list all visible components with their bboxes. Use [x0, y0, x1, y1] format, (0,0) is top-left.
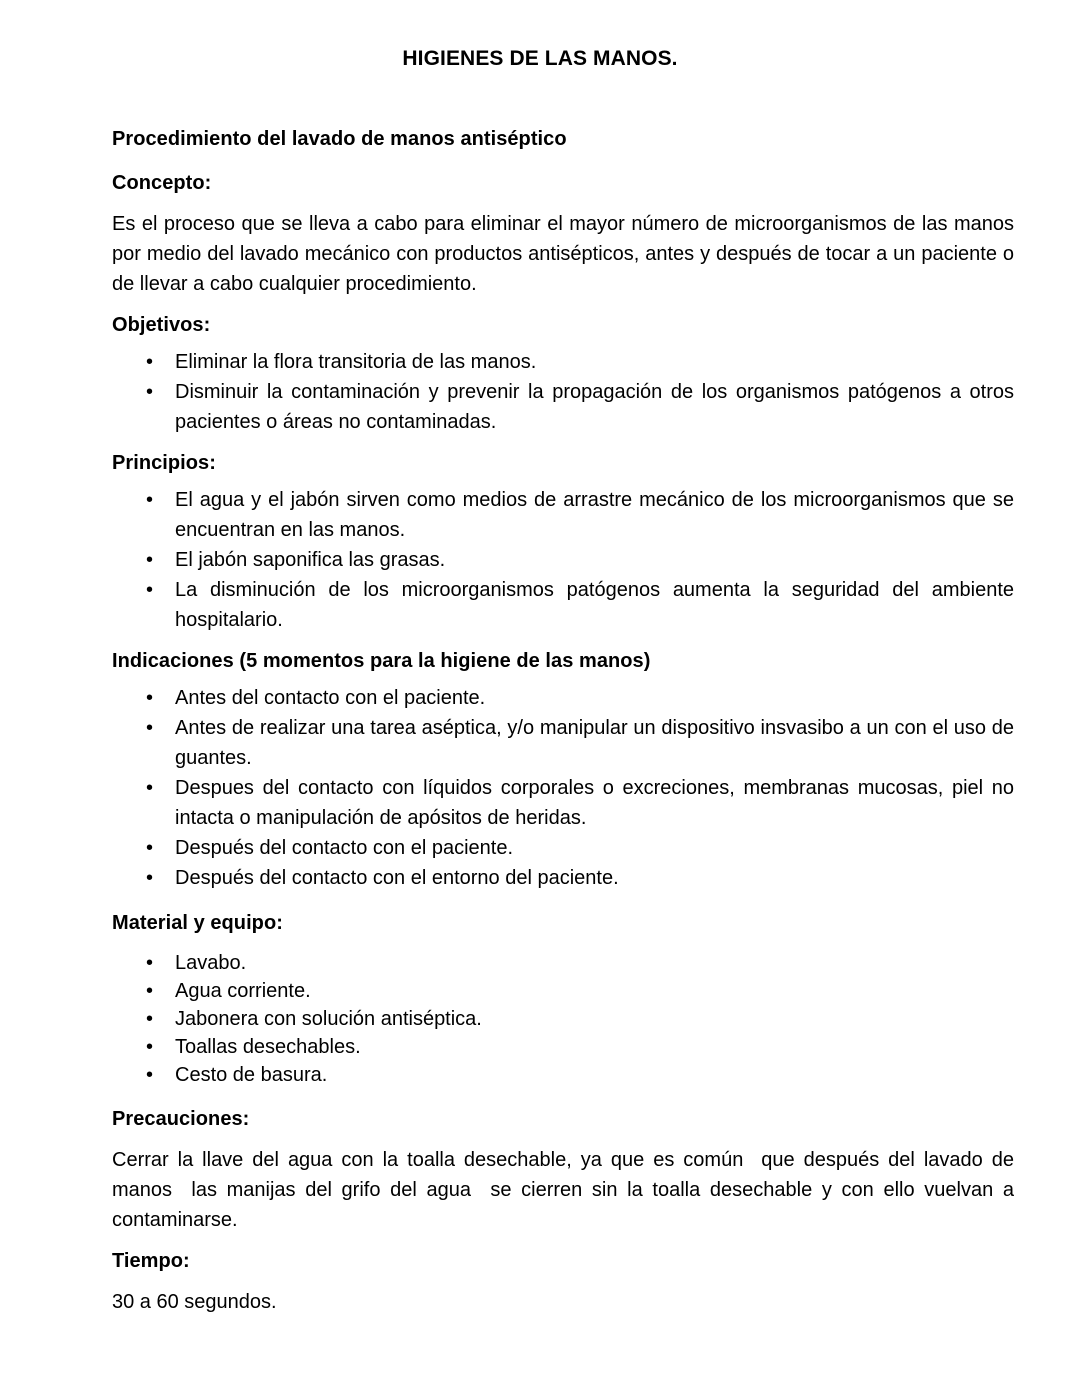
list-material	[112, 949, 1014, 1089]
list-item: • Después del contacto con el entorno del paciente.	[112, 863, 1014, 893]
list-principios	[112, 485, 1014, 635]
page-title: HIGIENES DE LAS MANOS.	[402, 47, 678, 70]
spacer	[112, 1235, 1014, 1247]
list-item: • Cesto de basura.	[112, 1061, 1014, 1089]
heading-precauciones: Precauciones:	[112, 1108, 250, 1130]
spacer	[112, 893, 1014, 909]
heading-indicaciones: Indicaciones (5 momentos para la higiene de las manos)	[112, 650, 651, 672]
document-body	[112, 125, 1020, 1317]
list-item: • El agua y el jabón sirven como medios de arrastre mecánico de los microorganismos que se encuentran en las manos.	[112, 485, 1014, 545]
paragraph-tiempo: 30 a 60 segundos.	[112, 1291, 277, 1313]
spacer	[112, 1089, 1014, 1105]
list-item: • El jabón saponifica las grasas.	[112, 545, 1014, 575]
spacer	[112, 635, 1014, 647]
list-item: • Jabonera con solución antiséptica.	[112, 1005, 1014, 1033]
spacer	[112, 299, 1014, 311]
heading-concepto: Concepto:	[112, 172, 212, 194]
spacer	[112, 339, 1014, 347]
heading-tiempo: Tiempo:	[112, 1250, 190, 1272]
heading-objetivos: Objetivos:	[112, 314, 211, 336]
heading-material: Material y equipo:	[112, 912, 283, 934]
spacer	[112, 1275, 1014, 1287]
subtitle-procedimiento: Procedimiento del lavado de manos antiséptico	[112, 128, 567, 150]
list-item: • Después del contacto con el paciente.	[112, 833, 1014, 863]
heading-principios: Principios:	[112, 452, 216, 474]
list-item: • Agua corriente.	[112, 977, 1014, 1005]
list-item: • Disminuir la contaminación y prevenir la propagación de los organismos patógenos a otros pacientes o áreas no contaminadas.	[112, 377, 1014, 437]
spacer	[112, 675, 1014, 683]
list-item: • Toallas desechables.	[112, 1033, 1014, 1061]
spacer	[112, 197, 1014, 209]
paragraph-precauciones: Cerrar la llave del agua con la toalla desechable, ya que es común que después del lavado de manos las manijas del grifo del agua se cierren sin la toalla desechable y con ello vuelvan a contaminarse.	[112, 1149, 1020, 1231]
spacer	[112, 437, 1014, 449]
spacer	[112, 937, 1014, 949]
list-item: • La disminución de los microorganismos patógenos aumenta la seguridad del ambiente hospitalario.	[112, 575, 1014, 635]
list-item: • Eliminar la flora transitoria de las manos.	[112, 347, 1014, 377]
spacer	[112, 153, 1014, 169]
list-objetivos	[112, 347, 1014, 437]
list-indicaciones	[112, 683, 1014, 893]
paragraph-concepto: Es el proceso que se lleva a cabo para eliminar el mayor número de microorganismos de las manos por medio del lavado mecánico con productos antisépticos, antes y después de tocar a un paciente o de llevar a cabo cualquier procedimiento.	[112, 213, 1020, 295]
list-item: • Despues del contacto con líquidos corporales o excreciones, membranas mucosas, piel no intacta o manipulación de apósitos de heridas.	[112, 773, 1014, 833]
list-item: • Lavabo.	[112, 949, 1014, 977]
spacer	[112, 1133, 1014, 1145]
list-item: • Antes del contacto con el paciente.	[112, 683, 1014, 713]
list-item: • Antes de realizar una tarea aséptica, y/o manipular un dispositivo insvasibo a un con el uso de guantes.	[112, 713, 1014, 773]
spacer	[112, 477, 1014, 485]
